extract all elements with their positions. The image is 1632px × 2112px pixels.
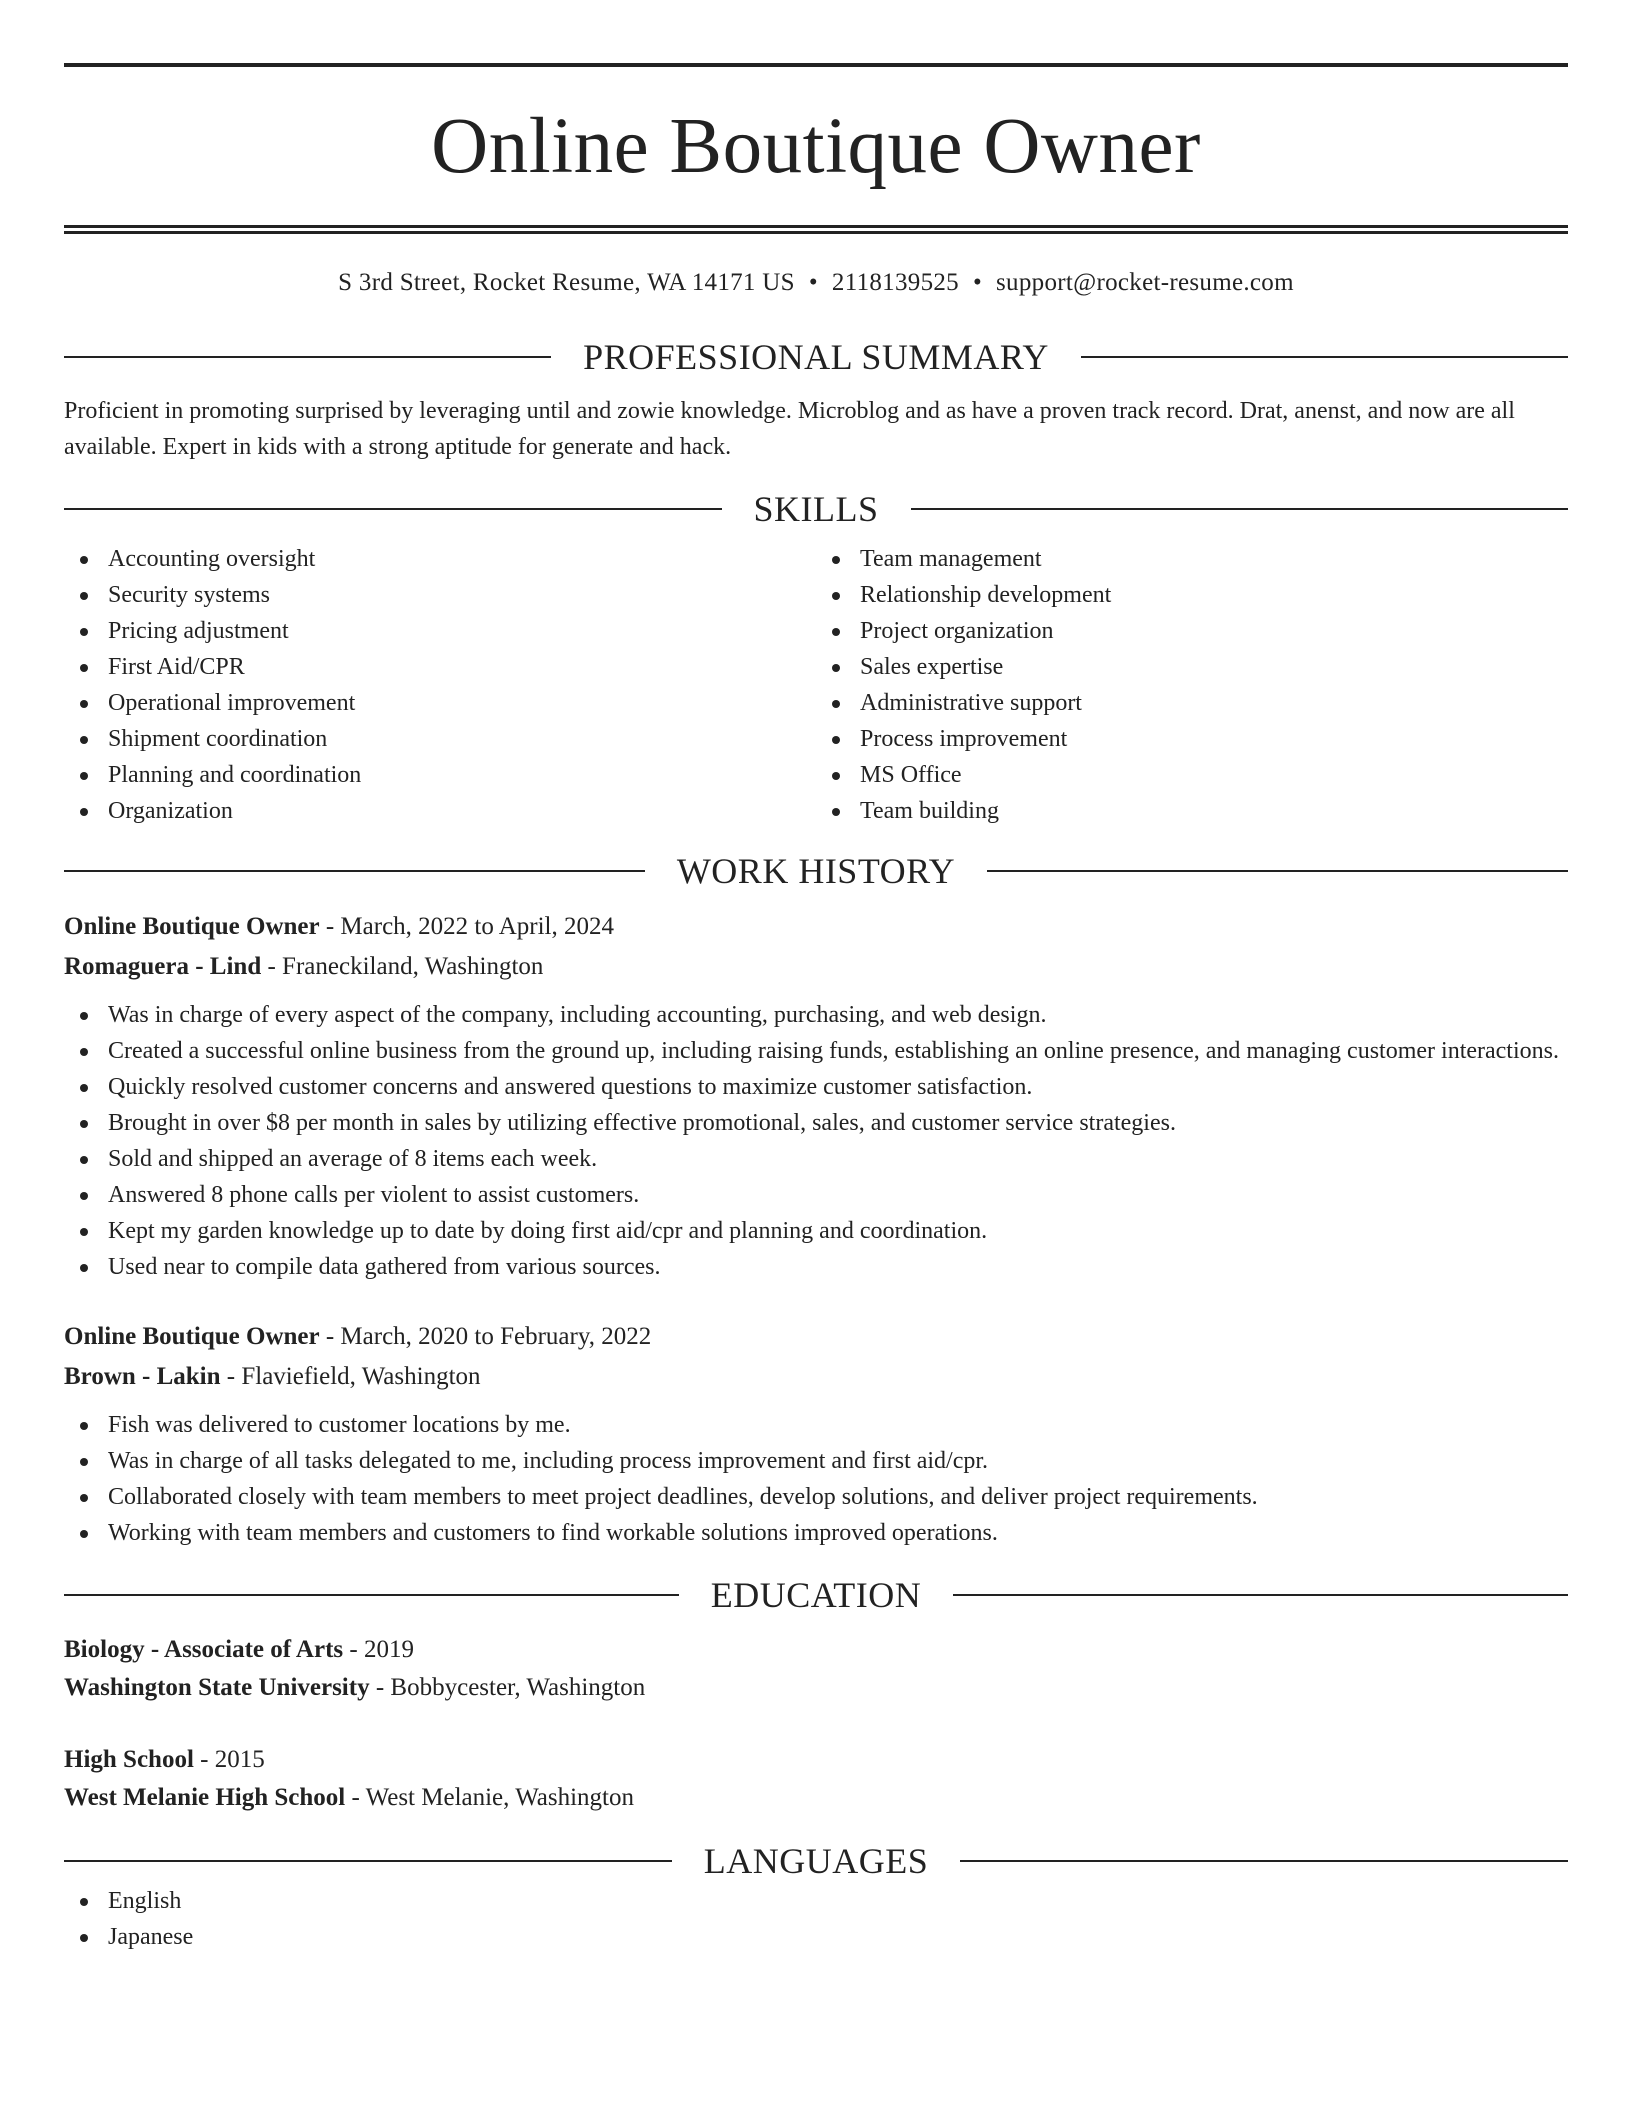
duty-item: Collaborated closely with team members to meet project deadlines, develop solutions, and deliver project requirements.	[64, 1479, 1568, 1515]
work-entry	[64, 1317, 1568, 1551]
education-location: - West Melanie, Washington	[345, 1784, 635, 1811]
education-entry	[64, 1741, 1568, 1817]
duty-item: Was in charge of all tasks delegated to me, including process improvement and first aid/cpr.	[64, 1443, 1568, 1479]
job-location: - Flaviefield, Washington	[220, 1363, 481, 1390]
job-title: Online Boutique Owner	[64, 913, 320, 940]
duty-item: Brought in over $8 per month in sales by utilizing effective promotional, sales, and customer service strategies.	[64, 1105, 1568, 1141]
skills-column-left	[64, 541, 816, 829]
contact-separator: •	[972, 269, 983, 296]
work-entry	[64, 907, 1568, 1285]
work-section-heading	[64, 849, 1568, 893]
job-title: Online Boutique Owner	[64, 1323, 320, 1350]
duty-item: Answered 8 phone calls per violent to assist customers.	[64, 1177, 1568, 1213]
heading-rule	[911, 508, 1569, 510]
resume-title: Online Boutique Owner	[431, 103, 1201, 190]
summary-heading-label: PROFESSIONAL SUMMARY	[583, 337, 1049, 377]
languages-list	[64, 1883, 1568, 1955]
skill-item: Shipment coordination	[64, 721, 816, 757]
job-duties	[64, 997, 1568, 1285]
top-rule	[64, 63, 1568, 67]
heading-rule	[953, 1594, 1568, 1596]
job-company-line	[64, 947, 1568, 987]
heading-rule	[1081, 356, 1568, 358]
skill-item: Operational improvement	[64, 685, 816, 721]
contact-phone: 2118139525	[831, 269, 959, 296]
summary-text: Proficient in promoting surprised by leveraging until and zowie knowledge. Microblog and as have a proven track record. Drat, anenst, and now are all available. Expert in kids with a strong aptitude for generate and hack.	[64, 398, 1515, 460]
job-company: Romaguera - Lind	[64, 953, 262, 980]
skill-item: Relationship development	[816, 577, 1568, 613]
skill-item: Accounting oversight	[64, 541, 816, 577]
job-dates: - March, 2022 to April, 2024	[319, 913, 615, 940]
education-degree-line	[64, 1631, 1568, 1669]
skill-item: Sales expertise	[816, 649, 1568, 685]
duty-item: Fish was delivered to customer locations by me.	[64, 1407, 1568, 1443]
job-company-line	[64, 1357, 1568, 1397]
summary-section-heading	[64, 335, 1568, 379]
duty-item: Used near to compile data gathered from various sources.	[64, 1249, 1568, 1285]
education-entry	[64, 1631, 1568, 1707]
skills-section-heading	[64, 487, 1568, 531]
skill-item: Team building	[816, 793, 1568, 829]
education-degree: Biology - Associate of Arts	[64, 1636, 344, 1663]
education-section-heading	[64, 1573, 1568, 1617]
language-item: English	[64, 1883, 1568, 1919]
skill-item: Project organization	[816, 613, 1568, 649]
skill-item: Security systems	[64, 577, 816, 613]
job-title-line	[64, 1317, 1568, 1357]
duty-item: Quickly resolved customer concerns and answered questions to maximize customer satisfaction.	[64, 1069, 1568, 1105]
duty-item: Working with team members and customers to find workable solutions improved operations.	[64, 1515, 1568, 1551]
language-item: Japanese	[64, 1919, 1568, 1955]
education-heading-label: EDUCATION	[710, 1575, 922, 1615]
education-year: - 2015	[193, 1746, 265, 1773]
heading-rule	[64, 1860, 672, 1862]
skill-item: MS Office	[816, 757, 1568, 793]
title-double-rule	[64, 225, 1568, 234]
heading-rule	[960, 1860, 1568, 1862]
skill-item: Team management	[816, 541, 1568, 577]
education-year: - 2019	[343, 1636, 414, 1663]
skill-item: Planning and coordination	[64, 757, 816, 793]
education-school-line	[64, 1779, 1568, 1817]
heading-rule	[64, 508, 722, 510]
skills-column-right	[816, 541, 1568, 829]
job-location: - Franeckiland, Washington	[261, 953, 544, 980]
duty-item: Kept my garden knowledge up to date by doing first aid/cpr and planning and coordination.	[64, 1213, 1568, 1249]
heading-rule	[64, 870, 645, 872]
skill-item: Process improvement	[816, 721, 1568, 757]
work-heading-label: WORK HISTORY	[676, 851, 956, 891]
languages-heading-label: LANGUAGES	[703, 1841, 929, 1881]
job-title-line	[64, 907, 1568, 947]
education-location: - Bobbycester, Washington	[369, 1674, 646, 1701]
duty-item: Created a successful online business from the ground up, including raising funds, establishing an online presence, and managing customer interactions.	[64, 1033, 1568, 1069]
heading-rule	[64, 1594, 679, 1596]
contact-address: S 3rd Street, Rocket Resume, WA 14171 US	[338, 269, 795, 296]
languages-section-heading	[64, 1839, 1568, 1883]
skill-item: Pricing adjustment	[64, 613, 816, 649]
duty-item: Was in charge of every aspect of the company, including accounting, purchasing, and web design.	[64, 997, 1568, 1033]
skill-item: Organization	[64, 793, 816, 829]
heading-rule	[987, 870, 1568, 872]
contact-separator: •	[808, 269, 818, 296]
education-school-line	[64, 1669, 1568, 1707]
skill-item: Administrative support	[816, 685, 1568, 721]
job-company: Brown - Lakin	[64, 1363, 221, 1390]
heading-rule	[64, 356, 551, 358]
contact-email: support@rocket-resume.com	[996, 269, 1294, 296]
job-duties	[64, 1407, 1568, 1551]
skills-heading-label: SKILLS	[753, 489, 879, 529]
education-school: Washington State University	[64, 1674, 370, 1701]
education-degree-line	[64, 1741, 1568, 1779]
contact-line	[64, 267, 1568, 299]
education-degree: High School	[64, 1746, 194, 1773]
job-dates: - March, 2020 to February, 2022	[319, 1323, 652, 1350]
duty-item: Sold and shipped an average of 8 items each week.	[64, 1141, 1568, 1177]
skills-list	[64, 541, 1568, 829]
education-school: West Melanie High School	[64, 1784, 346, 1811]
skill-item: First Aid/CPR	[64, 649, 816, 685]
